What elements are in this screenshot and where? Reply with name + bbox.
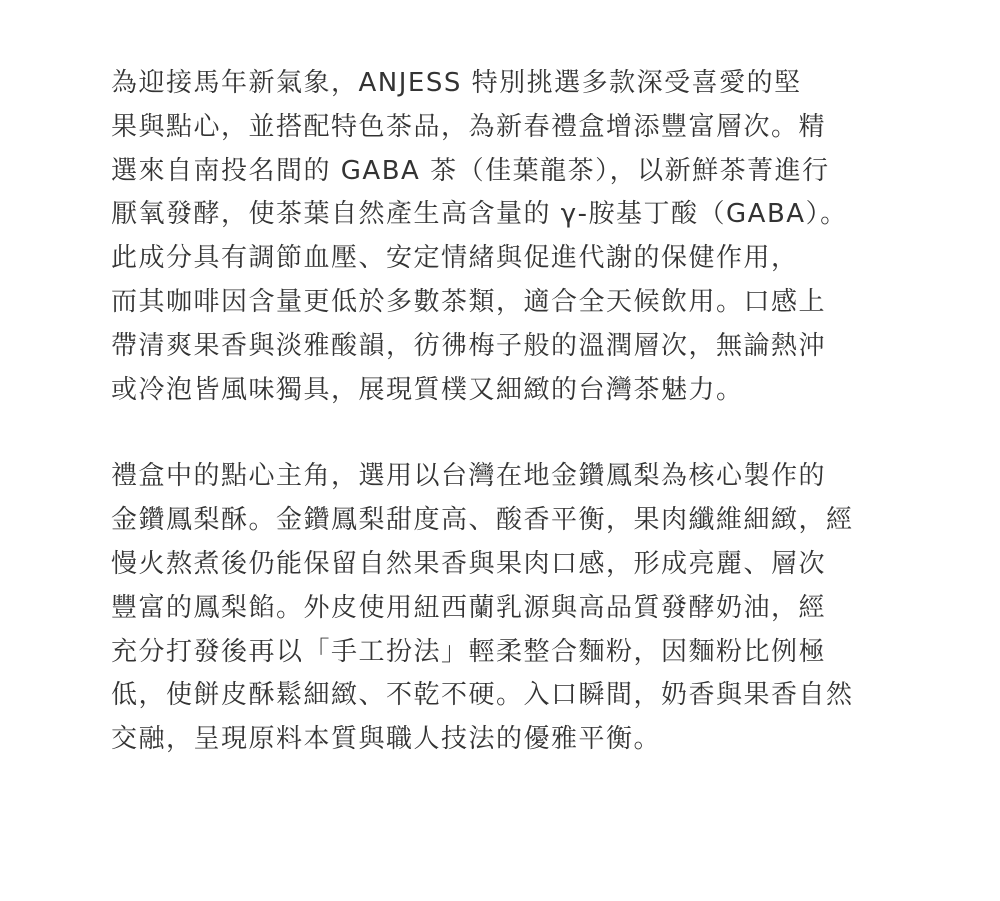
text-line: 禮盒中的點心主角，選用以台灣在地金鑽鳳梨為核心製作的 — [111, 461, 827, 492]
text-line: 果與點心，並搭配特色茶品，為新春禮盒增添豐富層次。精 — [111, 111, 827, 142]
text-line: 慢火熬煮後仍能保留自然果香與果肉口感，形成亮麗、層次 — [111, 548, 827, 579]
text-line: 交融，呈現原料本質與職人技法的優雅平衡。 — [111, 724, 662, 755]
text-line: 低，使餅皮酥鬆細緻、不乾不硬。入口瞬間，奶香與果香自然 — [111, 680, 854, 711]
text-line: 為迎接馬年新氣象，ANJESS 特別挑選多款深受喜愛的堅 — [111, 68, 802, 98]
text-line: 豐富的鳳梨餡。外皮使用紐西蘭乳源與高品質發酵奶油，經 — [111, 592, 827, 623]
text-line: 金鑽鳳梨酥。金鑽鳳梨甜度高、酸香平衡，果肉纖維細緻，經 — [111, 505, 854, 536]
text-line: 此成分具有調節血壓、安定情緒與促進代謝的保健作用， — [111, 243, 799, 274]
text-line: 充分打發後再以「手工扮法」輕柔整合麵粉，因麵粉比例極 — [111, 636, 827, 667]
tea-paragraph — [111, 62, 911, 412]
text-line: 選來自南投名間的 GABA 茶（佳葉龍茶），以新鮮茶菁進行 — [111, 155, 830, 186]
text-line: 或冷泡皆風味獨具，展現質樸又細緻的台灣茶魅力。 — [111, 374, 744, 405]
product-description — [111, 62, 911, 762]
text-line: 而其咖啡因含量更低於多數茶類，適合全天候飲用。口感上 — [111, 286, 827, 317]
text-line: 厭氧發酵，使茶葉自然產生高含量的 γ-胺基丁酸（GABA）。 — [111, 199, 848, 230]
text-line: 帶清爽果香與淡雅酸韻，彷彿梅子般的溫潤層次，無論熱沖 — [111, 330, 827, 361]
pineapple-cake-paragraph — [111, 455, 911, 762]
